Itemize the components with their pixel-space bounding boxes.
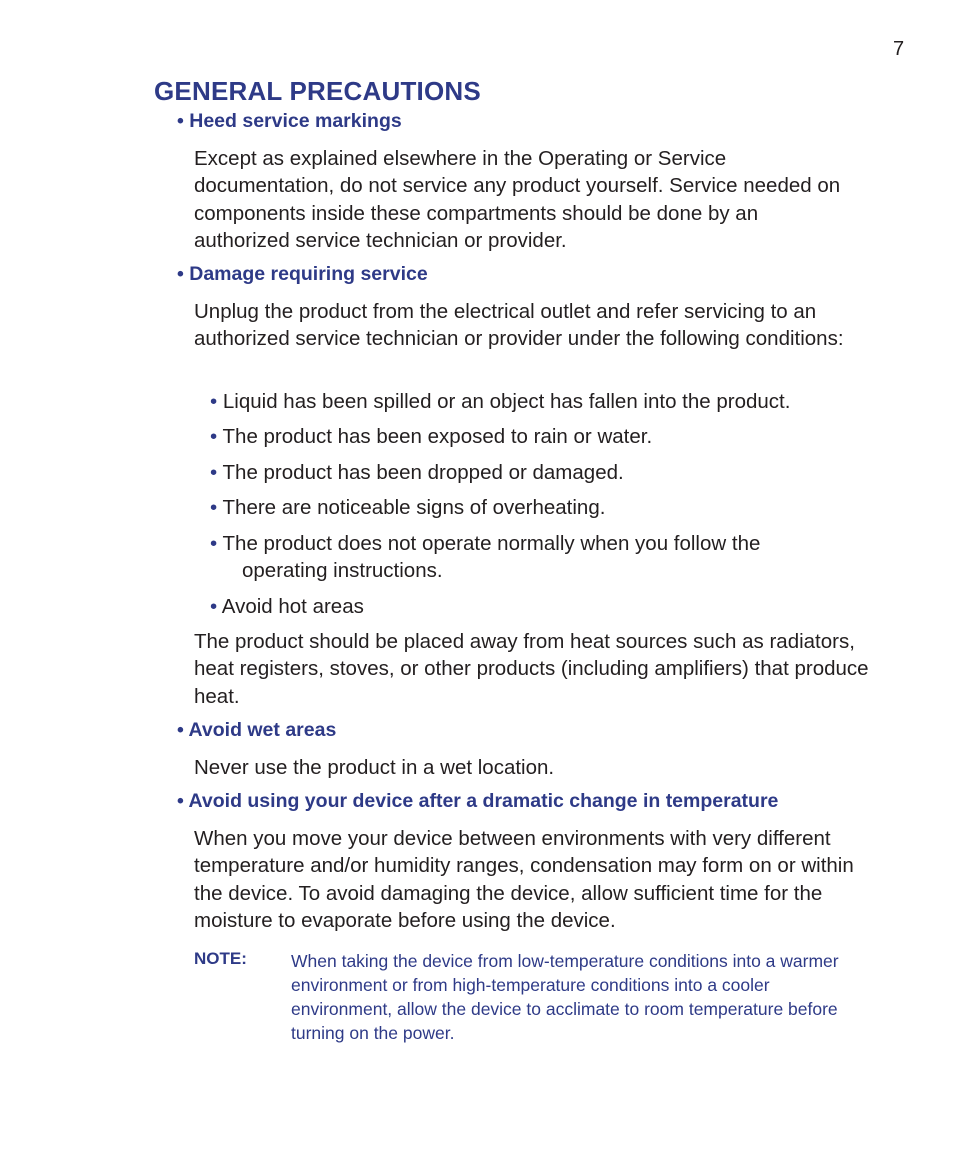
section-body-service-markings: Except as explained elsewhere in the Operating or Service documentation, do not service any product yourself. Service needed on components inside these compartments should be done by an authorized service technician or provider.	[194, 147, 841, 252]
list-item	[210, 388, 790, 415]
page-title: GENERAL PRECAUTIONS	[154, 76, 481, 106]
section-heading-temperature-change	[177, 790, 778, 813]
bullet: •	[177, 110, 184, 132]
section-body-wet-areas: Never use the product in a wet location.	[194, 756, 555, 779]
list-item-text: There are noticeable signs of overheating.	[222, 496, 606, 519]
section-heading-service-markings	[177, 110, 402, 133]
bullet: •	[177, 263, 184, 285]
note-label: NOTE:	[194, 949, 247, 968]
note-text: When taking the device from low-temperature conditions into a warmer environment or from high-temperature conditions into a cooler environment, allow the device to acclimate to room temperature before turning on the power.	[291, 951, 839, 1043]
list-item-continuation: operating instructions.	[242, 559, 443, 582]
list-item	[210, 593, 364, 620]
bullet: •	[177, 790, 184, 812]
section-heading-damage-service	[177, 263, 428, 286]
list-item	[210, 530, 760, 584]
list-item	[210, 459, 624, 486]
section-body-hot-areas: The product should be placed away from heat sources such as radiators, heat registers, stoves, or other products (including amplifiers) that produce heat.	[194, 630, 869, 708]
list-item-text: The product has been dropped or damaged.	[222, 461, 624, 484]
bullet: •	[177, 719, 184, 741]
heading-text: Heed service markings	[189, 110, 402, 132]
bullet: •	[210, 461, 218, 484]
list-item-text: Liquid has been spilled or an object has fallen into the product.	[222, 390, 791, 413]
bullet: •	[210, 496, 218, 519]
list-item	[210, 494, 605, 521]
bullet: •	[210, 425, 218, 448]
section-body-temperature-change: When you move your device between environments with very different temperature and/or humidity ranges, condensation may form on or within the device. To avoid damaging the device, allow sufficient time for the moisture to evaporate before using the device.	[194, 827, 854, 932]
heading-text: Avoid using your device after a dramatic change in temperature	[188, 790, 779, 812]
bullet: •	[210, 532, 218, 555]
bullet: •	[210, 390, 218, 413]
bullet: •	[210, 595, 218, 618]
section-body-damage-service: Unplug the product from the electrical outlet and refer servicing to an authorized service technician or provider under the following conditions:	[194, 300, 844, 351]
list-item-text: The product does not operate normally when you follow the	[222, 532, 761, 555]
list-item-text: Avoid hot areas	[221, 595, 364, 618]
heading-text: Avoid wet areas	[188, 719, 337, 741]
section-heading-wet-areas	[177, 719, 336, 742]
heading-text: Damage requiring service	[189, 263, 428, 285]
page-number: 7	[893, 38, 905, 60]
list-item-text: The product has been exposed to rain or water.	[222, 425, 653, 448]
list-item	[210, 423, 652, 450]
